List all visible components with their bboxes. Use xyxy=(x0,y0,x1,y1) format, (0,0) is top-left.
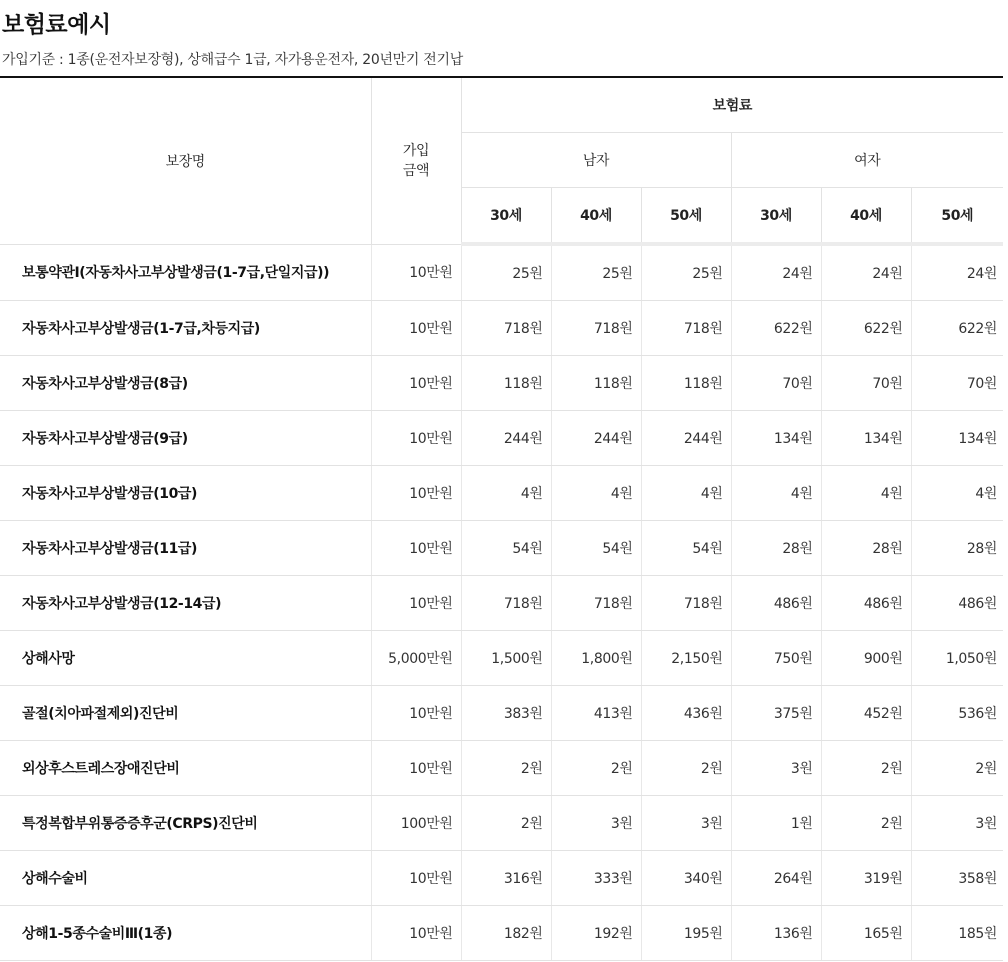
table-header xyxy=(0,77,1003,244)
premium-male-30: 316원 xyxy=(461,851,551,906)
premium-female-50: 486원 xyxy=(911,576,1003,631)
subscription-amount: 10만원 xyxy=(371,356,461,411)
table-row xyxy=(0,741,1003,796)
header-age: 40세 xyxy=(821,188,911,245)
premium-female-50: 622원 xyxy=(911,301,1003,356)
premium-male-30: 1,500원 xyxy=(461,631,551,686)
header-coverage-name: 보장명 xyxy=(0,77,371,244)
table-row xyxy=(0,356,1003,411)
premium-female-40: 900원 xyxy=(821,631,911,686)
table-row xyxy=(0,796,1003,851)
table-row xyxy=(0,686,1003,741)
premium-female-40: 134원 xyxy=(821,411,911,466)
premium-male-50: 718원 xyxy=(641,576,731,631)
header-male: 남자 xyxy=(461,133,731,188)
page-title: 보험료예시 xyxy=(2,12,111,38)
subscription-amount: 10만원 xyxy=(371,466,461,521)
premium-female-30: 136원 xyxy=(731,906,821,961)
subscription-amount: 10만원 xyxy=(371,741,461,796)
premium-female-50: 536원 xyxy=(911,686,1003,741)
table-body xyxy=(0,244,1003,961)
subscription-amount: 10만원 xyxy=(371,576,461,631)
premium-female-40: 319원 xyxy=(821,851,911,906)
premium-male-30: 2원 xyxy=(461,796,551,851)
coverage-name: 골절(치아파절제외)진단비 xyxy=(0,686,371,741)
coverage-name: 자동차사고부상발생금(11급) xyxy=(0,521,371,576)
premium-female-30: 134원 xyxy=(731,411,821,466)
coverage-name: 특정복합부위통증증후군(CRPS)진단비 xyxy=(0,796,371,851)
premium-female-40: 622원 xyxy=(821,301,911,356)
coverage-name: 상해수술비 xyxy=(0,851,371,906)
header-age: 30세 xyxy=(461,188,551,245)
coverage-name: 자동차사고부상발생금(9급) xyxy=(0,411,371,466)
premium-male-50: 436원 xyxy=(641,686,731,741)
premium-male-30: 2원 xyxy=(461,741,551,796)
premium-male-40: 2원 xyxy=(551,741,641,796)
premium-male-40: 25원 xyxy=(551,244,641,301)
premium-female-40: 24원 xyxy=(821,244,911,301)
table-row xyxy=(0,411,1003,466)
premium-male-50: 195원 xyxy=(641,906,731,961)
premium-male-40: 3원 xyxy=(551,796,641,851)
coverage-name: 보통약관Ⅰ(자동차사고부상발생금(1-7급,단일지급)) xyxy=(0,244,371,301)
coverage-name: 외상후스트레스장애진단비 xyxy=(0,741,371,796)
premium-table xyxy=(0,76,1003,961)
header-age: 50세 xyxy=(641,188,731,245)
subscription-amount: 10만원 xyxy=(371,411,461,466)
premium-female-30: 750원 xyxy=(731,631,821,686)
premium-male-40: 192원 xyxy=(551,906,641,961)
subscription-amount: 5,000만원 xyxy=(371,631,461,686)
header-age: 40세 xyxy=(551,188,641,245)
premium-female-30: 622원 xyxy=(731,301,821,356)
premium-male-50: 340원 xyxy=(641,851,731,906)
premium-male-30: 383원 xyxy=(461,686,551,741)
premium-male-50: 118원 xyxy=(641,356,731,411)
coverage-name: 자동차사고부상발생금(1-7급,차등지급) xyxy=(0,301,371,356)
premium-male-30: 118원 xyxy=(461,356,551,411)
header-premium: 보험료 xyxy=(461,77,1003,133)
table-row xyxy=(0,851,1003,906)
premium-male-50: 718원 xyxy=(641,301,731,356)
premium-female-40: 28원 xyxy=(821,521,911,576)
premium-male-50: 54원 xyxy=(641,521,731,576)
coverage-name: 자동차사고부상발생금(12-14급) xyxy=(0,576,371,631)
premium-female-30: 4원 xyxy=(731,466,821,521)
premium-female-40: 486원 xyxy=(821,576,911,631)
premium-male-40: 718원 xyxy=(551,576,641,631)
subscription-amount: 100만원 xyxy=(371,796,461,851)
coverage-name: 상해사망 xyxy=(0,631,371,686)
subscription-criteria: 가입기준 : 1종(운전자보장형), 상해급수 1급, 자가용운전자, 20년만기 전기납 xyxy=(2,52,463,68)
premium-female-40: 4원 xyxy=(821,466,911,521)
coverage-name: 자동차사고부상발생금(8급) xyxy=(0,356,371,411)
subscription-amount: 10만원 xyxy=(371,301,461,356)
coverage-name: 상해1-5종수술비Ⅲ(1종) xyxy=(0,906,371,961)
premium-male-40: 718원 xyxy=(551,301,641,356)
premium-male-50: 3원 xyxy=(641,796,731,851)
premium-male-50: 25원 xyxy=(641,244,731,301)
premium-female-50: 24원 xyxy=(911,244,1003,301)
header-age: 30세 xyxy=(731,188,821,245)
premium-male-50: 2원 xyxy=(641,741,731,796)
premium-female-50: 70원 xyxy=(911,356,1003,411)
table-row xyxy=(0,244,1003,301)
header-amount-line2: 금액 xyxy=(402,162,430,179)
premium-male-30: 4원 xyxy=(461,466,551,521)
premium-female-40: 2원 xyxy=(821,796,911,851)
premium-female-30: 264원 xyxy=(731,851,821,906)
premium-male-50: 4원 xyxy=(641,466,731,521)
premium-female-50: 3원 xyxy=(911,796,1003,851)
table-row xyxy=(0,576,1003,631)
premium-male-50: 2,150원 xyxy=(641,631,731,686)
premium-female-30: 486원 xyxy=(731,576,821,631)
premium-male-30: 182원 xyxy=(461,906,551,961)
premium-male-40: 244원 xyxy=(551,411,641,466)
subscription-amount: 10만원 xyxy=(371,244,461,301)
table-row xyxy=(0,631,1003,686)
header-female: 여자 xyxy=(731,133,1003,188)
premium-female-50: 358원 xyxy=(911,851,1003,906)
subscription-amount: 10만원 xyxy=(371,521,461,576)
premium-female-30: 1원 xyxy=(731,796,821,851)
premium-male-40: 413원 xyxy=(551,686,641,741)
premium-male-30: 718원 xyxy=(461,576,551,631)
table-row xyxy=(0,301,1003,356)
premium-female-50: 134원 xyxy=(911,411,1003,466)
premium-female-50: 4원 xyxy=(911,466,1003,521)
table-row xyxy=(0,466,1003,521)
coverage-name: 자동차사고부상발생금(10급) xyxy=(0,466,371,521)
premium-female-40: 165원 xyxy=(821,906,911,961)
premium-male-40: 118원 xyxy=(551,356,641,411)
premium-female-30: 375원 xyxy=(731,686,821,741)
header-age: 50세 xyxy=(911,188,1003,245)
header-amount-line1: 가입 xyxy=(402,142,430,159)
premium-female-40: 2원 xyxy=(821,741,911,796)
premium-female-40: 452원 xyxy=(821,686,911,741)
premium-female-30: 24원 xyxy=(731,244,821,301)
premium-female-50: 2원 xyxy=(911,741,1003,796)
table-row xyxy=(0,521,1003,576)
premium-female-40: 70원 xyxy=(821,356,911,411)
premium-male-40: 333원 xyxy=(551,851,641,906)
premium-male-30: 244원 xyxy=(461,411,551,466)
premium-male-40: 1,800원 xyxy=(551,631,641,686)
premium-female-30: 3원 xyxy=(731,741,821,796)
subscription-amount: 10만원 xyxy=(371,906,461,961)
premium-male-30: 54원 xyxy=(461,521,551,576)
premium-male-50: 244원 xyxy=(641,411,731,466)
premium-male-40: 54원 xyxy=(551,521,641,576)
subscription-amount: 10만원 xyxy=(371,686,461,741)
premium-female-30: 28원 xyxy=(731,521,821,576)
header-amount xyxy=(371,77,461,244)
subscription-amount: 10만원 xyxy=(371,851,461,906)
premium-female-50: 28원 xyxy=(911,521,1003,576)
table-row xyxy=(0,906,1003,961)
premium-male-30: 25원 xyxy=(461,244,551,301)
premium-male-40: 4원 xyxy=(551,466,641,521)
premium-female-50: 1,050원 xyxy=(911,631,1003,686)
premium-female-30: 70원 xyxy=(731,356,821,411)
premium-male-30: 718원 xyxy=(461,301,551,356)
premium-female-50: 185원 xyxy=(911,906,1003,961)
